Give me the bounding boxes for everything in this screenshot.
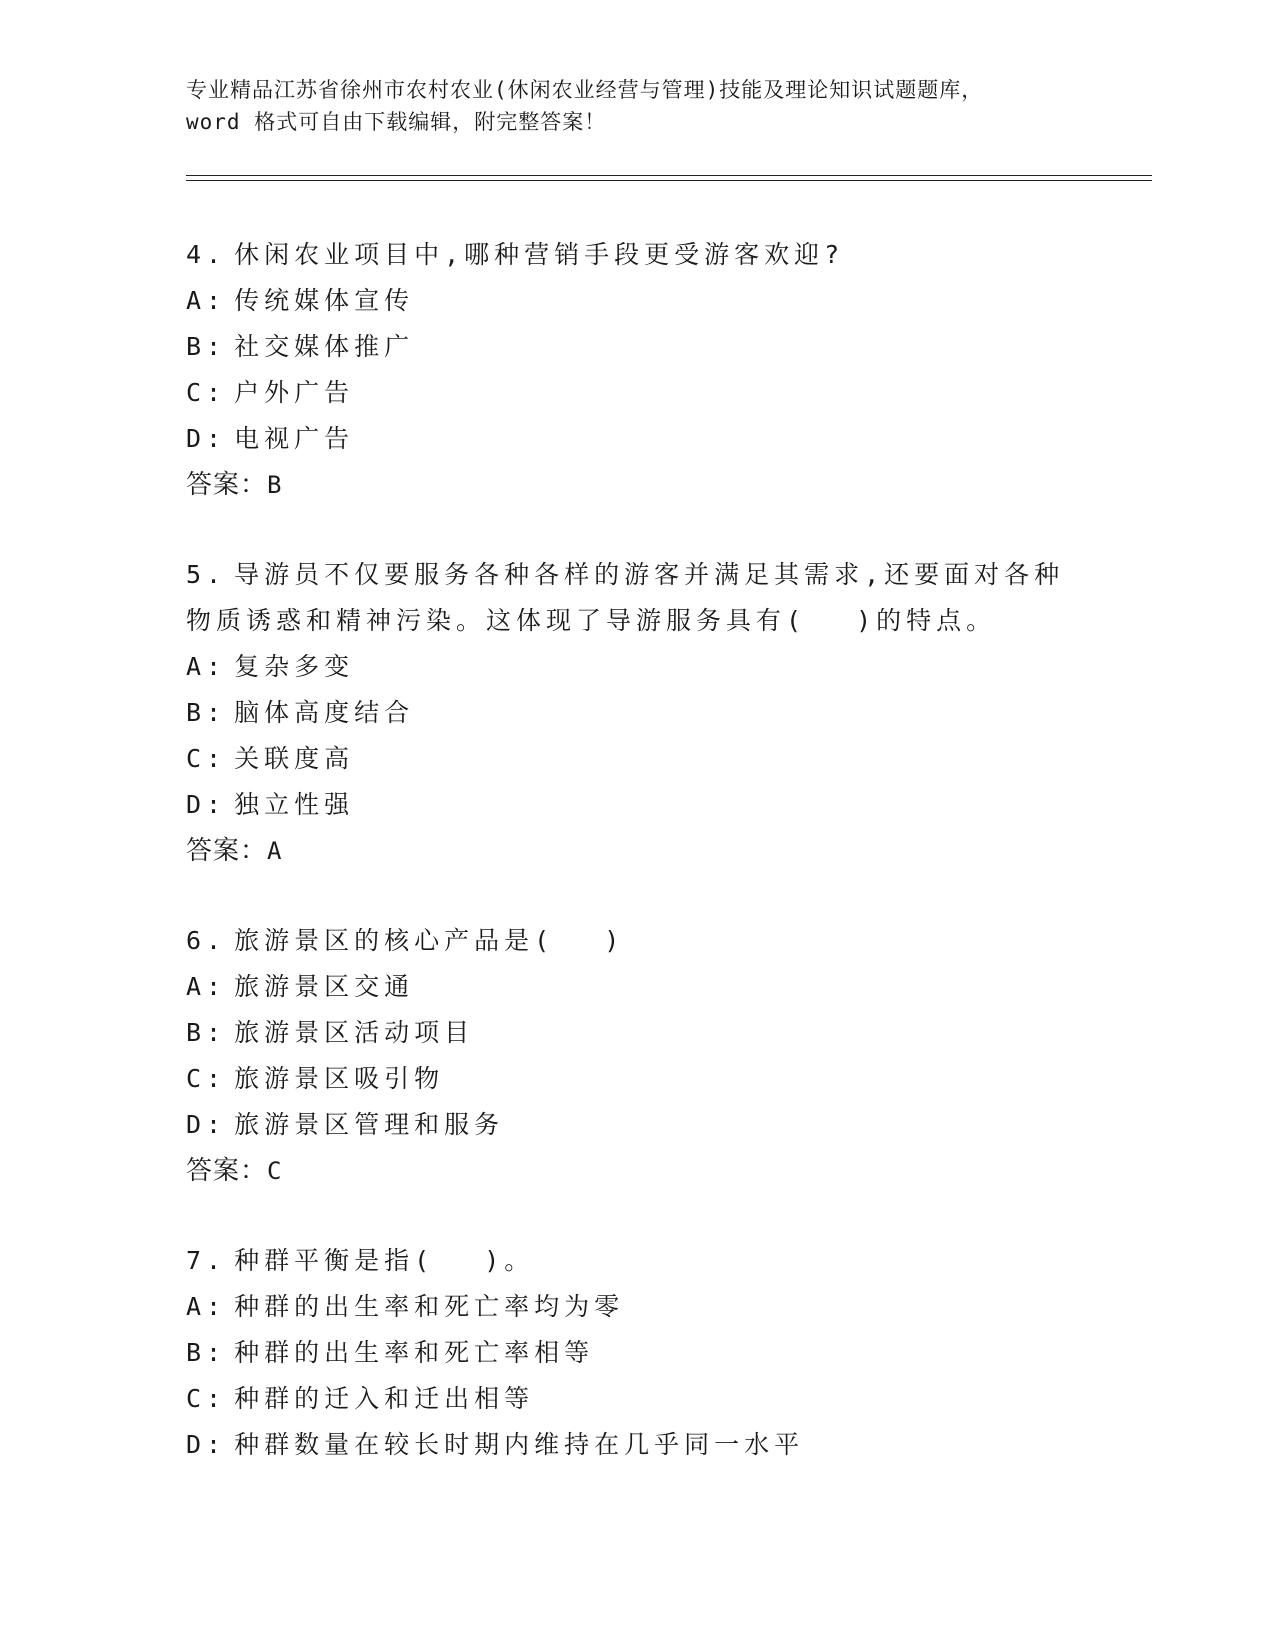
option-letter: A: [186, 286, 227, 315]
option-letter: B: [186, 332, 227, 361]
option-c [186, 736, 1086, 782]
option-c [186, 1376, 1086, 1422]
option-text: 旅游景区管理和服务 [234, 1110, 505, 1139]
option-letter: B: [186, 1338, 227, 1367]
option-c [186, 370, 1086, 416]
answer-label: 答案： [186, 470, 268, 500]
option-a [186, 644, 1086, 690]
option-text: 种群数量在较长时期内维持在几乎同一水平 [234, 1430, 805, 1459]
option-b [186, 1010, 1086, 1056]
option-letter: B: [186, 1018, 227, 1047]
answer-line [186, 1148, 1086, 1194]
option-letter: C: [186, 378, 227, 407]
option-d [186, 1102, 1086, 1148]
question-6 [186, 918, 1086, 1194]
question-number: 5. [186, 560, 227, 589]
question-text: 旅游景区的核心产品是( ) [234, 926, 625, 955]
answer-label: 答案： [186, 1156, 268, 1186]
option-a [186, 1284, 1086, 1330]
option-letter: C: [186, 744, 227, 773]
option-text: 种群的出生率和死亡率相等 [234, 1338, 595, 1367]
option-text: 户外广告 [234, 378, 355, 407]
answer-value: C [267, 1157, 283, 1185]
option-b [186, 690, 1086, 736]
option-text: 社交媒体推广 [234, 332, 415, 361]
question-number: 4. [186, 240, 227, 269]
header-line-2: word 格式可自由下载编辑，附完整答案！ [186, 110, 607, 134]
option-text: 独立性强 [234, 790, 355, 819]
option-b [186, 324, 1086, 370]
option-text: 电视广告 [234, 424, 355, 453]
document-header [186, 74, 1086, 138]
option-text: 旅游景区活动项目 [234, 1018, 475, 1047]
answer-line [186, 828, 1086, 874]
option-letter: D: [186, 1430, 227, 1459]
option-letter: A: [186, 1292, 227, 1321]
question-number: 7. [186, 1246, 227, 1275]
option-letter: D: [186, 1110, 227, 1139]
question-4 [186, 232, 1086, 508]
option-b [186, 1330, 1086, 1376]
option-letter: D: [186, 790, 227, 819]
option-text: 旅游景区吸引物 [234, 1064, 445, 1093]
question-stem [186, 552, 1086, 644]
option-text: 种群的迁入和迁出相等 [234, 1384, 535, 1413]
answer-label: 答案： [186, 836, 268, 866]
option-a [186, 964, 1086, 1010]
option-letter: A: [186, 652, 227, 681]
answer-value: B [267, 471, 283, 499]
option-text: 关联度高 [234, 744, 355, 773]
option-a [186, 278, 1086, 324]
option-text: 种群的出生率和死亡率均为零 [234, 1292, 625, 1321]
option-letter: D: [186, 424, 227, 453]
option-text: 传统媒体宣传 [234, 286, 415, 315]
option-d [186, 1422, 1086, 1468]
answer-value: A [267, 837, 283, 865]
option-text: 脑体高度结合 [234, 698, 415, 727]
question-text: 导游员不仅要服务各种各样的游客并满足其需求,还要面对各种物质诱惑和精神污染。这体现了导游服务具有( )的特点。 [186, 560, 1065, 635]
option-letter: C: [186, 1384, 227, 1413]
option-letter: C: [186, 1064, 227, 1093]
option-c [186, 1056, 1086, 1102]
option-letter: B: [186, 698, 227, 727]
header-rule-bottom [186, 180, 1152, 181]
header-line-1: 专业精品江苏省徐州市农村农业(休闲农业经营与管理)技能及理论知识试题题库， [186, 78, 984, 102]
option-letter: A: [186, 972, 227, 1001]
question-text: 休闲农业项目中,哪种营销手段更受游客欢迎? [234, 240, 845, 269]
question-5 [186, 552, 1086, 874]
question-list [186, 232, 1086, 1512]
option-d [186, 782, 1086, 828]
question-stem [186, 232, 1086, 278]
header-rule-top [186, 175, 1152, 176]
answer-line [186, 462, 1086, 508]
question-stem [186, 1238, 1086, 1284]
option-text: 复杂多变 [234, 652, 355, 681]
option-text: 旅游景区交通 [234, 972, 415, 1001]
question-stem [186, 918, 1086, 964]
option-d [186, 416, 1086, 462]
question-text: 种群平衡是指( )。 [234, 1246, 535, 1275]
question-7 [186, 1238, 1086, 1468]
question-number: 6. [186, 926, 227, 955]
